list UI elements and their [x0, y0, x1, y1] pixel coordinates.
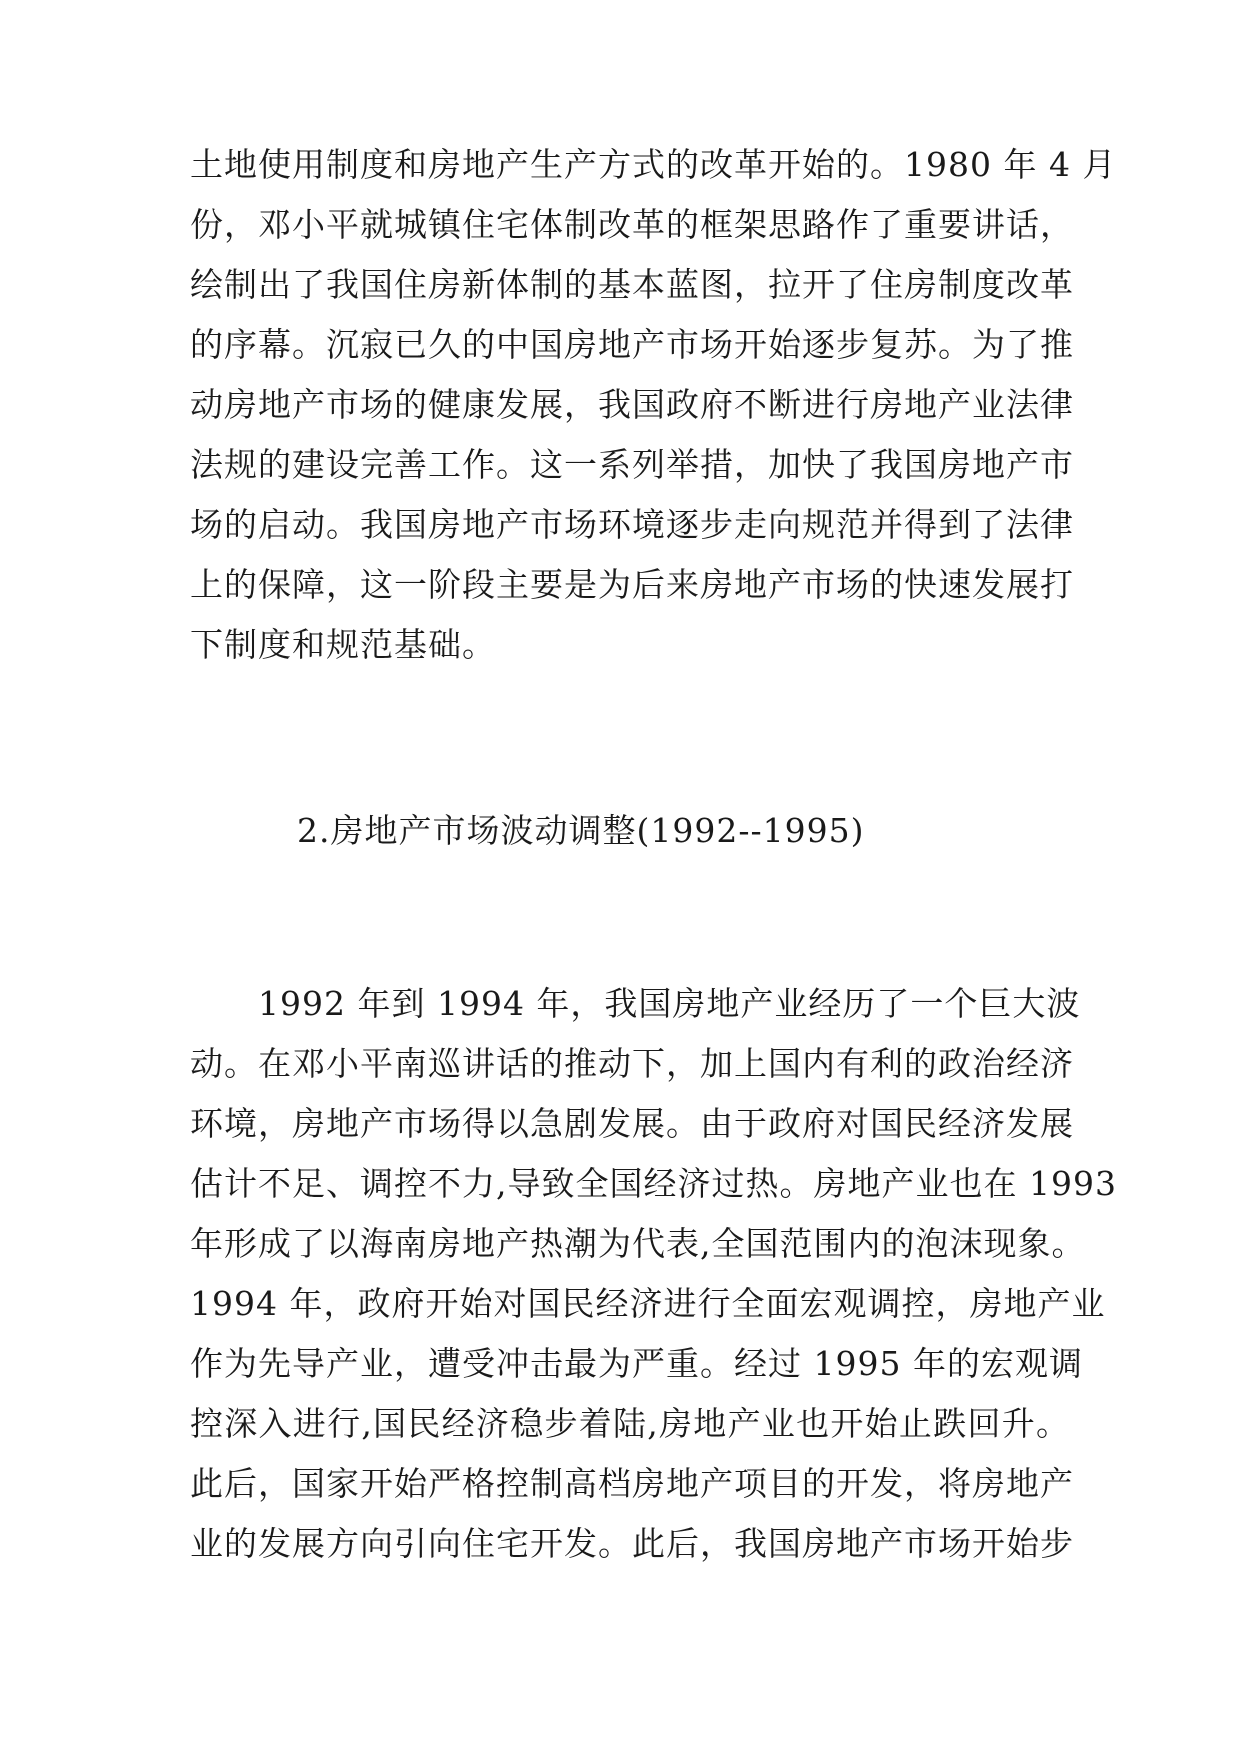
- paragraph-1-line-1: 土地使用制度和房地产生产方式的改革开始的。1980 年 4 月: [190, 145, 1117, 184]
- paragraph-2-line-5: 年形成了以海南房地产热潮为代表,全国范围内的泡沫现象。: [190, 1224, 1086, 1263]
- section-heading: 2.房地产市场波动调整(1992--1995): [297, 811, 865, 850]
- paragraph-1-line-7: 场的启动。我国房地产市场环境逐步走向规范并得到了法律: [190, 505, 1074, 544]
- paragraph-2-line-9: 此后，国家开始严格控制高档房地产项目的开发，将房地产: [190, 1464, 1074, 1503]
- paragraph-1-line-8: 上的保障，这一阶段主要是为后来房地产市场的快速发展打: [190, 565, 1074, 604]
- paragraph-1-line-2: 份，邓小平就城镇住宅体制改革的框架思路作了重要讲话，: [190, 205, 1074, 244]
- paragraph-2-line-3: 环境，房地产市场得以急剧发展。由于政府对国民经济发展: [190, 1104, 1074, 1143]
- paragraph-1-line-3: 绘制出了我国住房新体制的基本蓝图，拉开了住房制度改革: [190, 265, 1074, 304]
- paragraph-1-line-4: 的序幕。沉寂已久的中国房地产市场开始逐步复苏。为了推: [190, 325, 1074, 364]
- paragraph-1-line-9: 下制度和规范基础。: [190, 625, 496, 664]
- paragraph-1-line-6: 法规的建设完善工作。这一系列举措，加快了我国房地产市: [190, 445, 1074, 484]
- paragraph-2-line-4: 估计不足、调控不力,导致全国经济过热。房地产业也在 1993: [190, 1164, 1117, 1203]
- paragraph-1-line-5: 动房地产市场的健康发展，我国政府不断进行房地产业法律: [190, 385, 1074, 424]
- paragraph-2-line-2: 动。在邓小平南巡讲话的推动下，加上国内有利的政治经济: [190, 1044, 1074, 1083]
- paragraph-2-line-8: 控深入进行,国民经济稳步着陆,房地产业也开始止跌回升。: [190, 1404, 1070, 1443]
- paragraph-2-line-6: 1994 年，政府开始对国民经济进行全面宏观调控，房地产业: [190, 1284, 1106, 1323]
- paragraph-2-line-1: 1992 年到 1994 年，我国房地产业经历了一个巨大波: [190, 984, 1081, 1023]
- paragraph-2-line-7: 作为先导产业，遭受冲击最为严重。经过 1995 年的宏观调: [190, 1344, 1083, 1383]
- paragraph-2-line-10: 业的发展方向引向住宅开发。此后，我国房地产市场开始步: [190, 1524, 1074, 1563]
